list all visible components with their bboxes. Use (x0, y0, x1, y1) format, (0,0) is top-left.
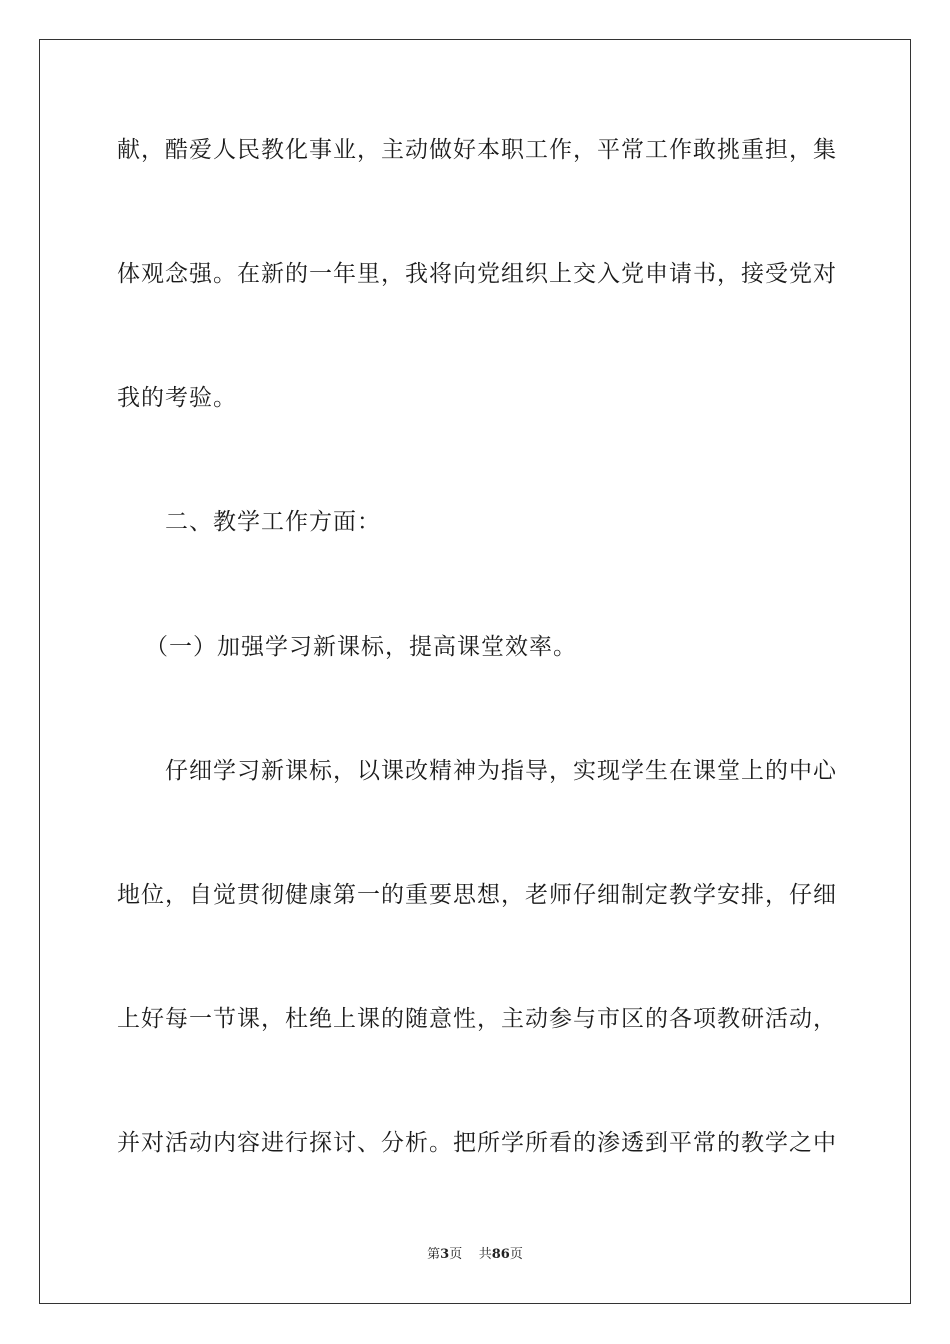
footer-total-prefix: 共 (478, 1247, 492, 1262)
body-line-3: 我的考验。 (117, 385, 237, 411)
body-line-7: 地位，自觉贯彻健康第一的重要思想，老师仔细制定教学安排，仔细 (117, 882, 837, 908)
body-line-6: 仔细学习新课标，以课改精神为指导，实现学生在课堂上的中心 (165, 758, 837, 784)
footer-total-suffix: 页 (509, 1247, 523, 1262)
body-line-1: 献，酷爱人民教化事业，主动做好本职工作，平常工作敢挑重担，集 (117, 137, 837, 163)
body-line-2: 体观念强。在新的一年里，我将向党组织上交入党申请书，接受党对 (117, 261, 837, 287)
subsection-heading: （一）加强学习新课标，提高课堂效率。 (145, 634, 577, 660)
body-line-8: 上好每一节课，杜绝上课的随意性，主动参与市区的各项教研活动， (117, 1006, 837, 1032)
body-line-9: 并对活动内容进行探讨、分析。把所学所看的渗透到平常的教学之中 (117, 1130, 837, 1156)
footer-page-suffix: 页 (449, 1247, 463, 1262)
footer-page-prefix: 第 (427, 1247, 441, 1262)
page-border (39, 39, 911, 1304)
section-heading: 二、教学工作方面： (165, 509, 381, 535)
footer-total-pages: 86 (491, 1247, 510, 1262)
footer-page-number: 3 (440, 1247, 450, 1262)
page-footer (0, 1247, 950, 1263)
